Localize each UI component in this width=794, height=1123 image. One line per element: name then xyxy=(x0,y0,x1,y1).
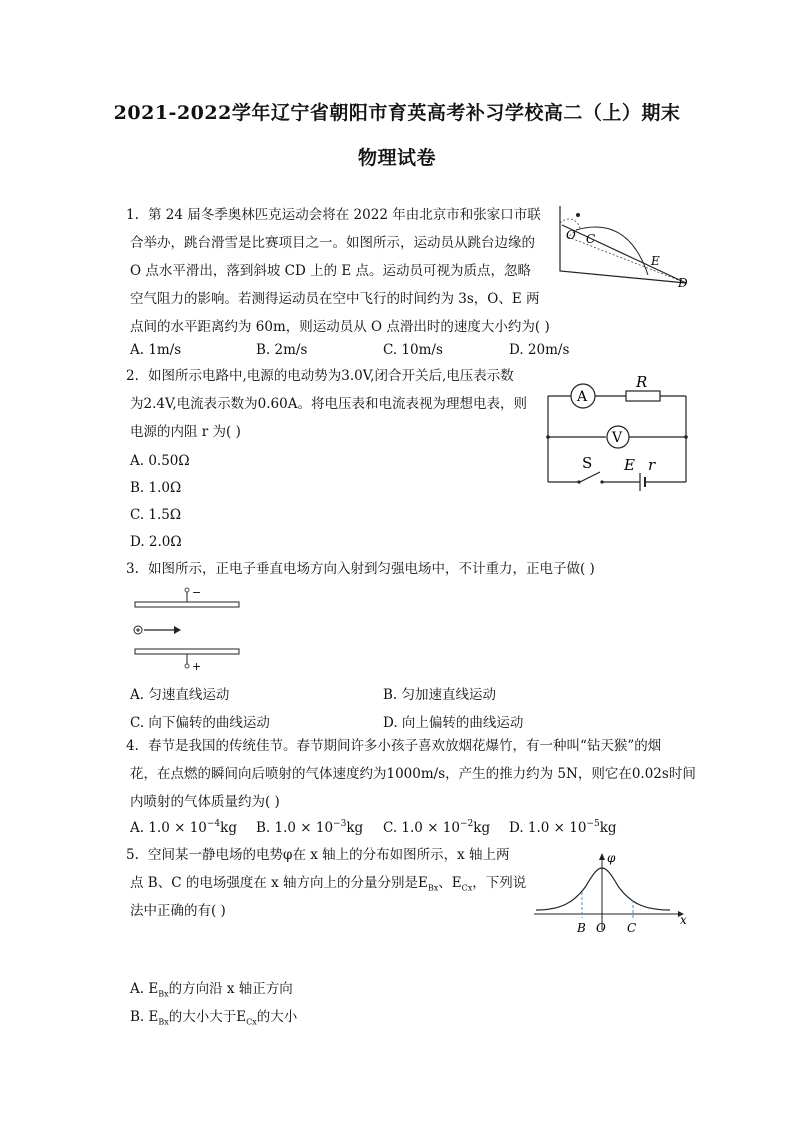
phi-axis-label: φ xyxy=(607,851,616,865)
ski-jump-figure xyxy=(548,203,698,291)
exam-title-line2: 物理试卷 xyxy=(357,147,436,169)
q2-number: 2. xyxy=(126,368,139,384)
q4-line: 内喷射的气体质量约为( ) xyxy=(130,794,280,810)
point-b-label: B xyxy=(577,921,586,935)
x-axis-label: x xyxy=(680,913,687,927)
q5-option-a[interactable]: A. $E_{Bx}$的方向沿 x 轴正方向 xyxy=(130,981,293,999)
switch-label: S xyxy=(582,454,593,472)
exam-title-line1: 2021-2022学年辽宁省朝阳市育英高考补习学校高二（上）期末 xyxy=(113,102,681,124)
q4-line: 花，在点燃的瞬间向后喷射的气体速度约为1000m/s，产生的推力约为 5N，则它在0.02s时间 xyxy=(130,766,696,782)
q1-line: O 点水平滑出，落到斜坡 CD 上的 E 点。运动员可视为质点，忽略 xyxy=(130,263,532,279)
q5-line: 空间某一静电场的电势φ在 x 轴上的分布如图所示，x 轴上两 xyxy=(148,847,510,863)
minus-terminal-label: − xyxy=(192,586,202,599)
ammeter-label: A xyxy=(577,389,588,405)
q1-option-c[interactable]: C. 10m/s xyxy=(383,342,443,358)
q3-line: 如图所示，正电子垂直电场方向入射到匀强电场中，不计重力，正电子做( ) xyxy=(148,561,595,577)
q2-line: 为2.4V,电流表示数为0.60A。将电压表和电流表视为理想电表，则 xyxy=(130,396,527,412)
potential-curve-figure xyxy=(530,848,694,936)
plus-terminal-label: + xyxy=(192,660,202,672)
q3-option-d[interactable]: D. 向上偏转的曲线运动 xyxy=(383,715,524,731)
q4-line: 春节是我国的传统佳节。春节期间许多小孩子喜欢放烟花爆竹，有一种叫“钻天猴”的烟 xyxy=(148,738,662,754)
ski-label-d: D xyxy=(678,276,688,290)
resistor-label: R xyxy=(636,373,648,391)
ski-label-c: C xyxy=(586,232,596,246)
q1-line: 点间的水平距离约为 60m，则运动员从 O 点滑出时的速度大小约为( ) xyxy=(130,319,550,335)
q5-number: 5. xyxy=(126,847,139,863)
q4-option-a[interactable]: A. $1.0 \times 10^{-4}kg$ xyxy=(130,819,237,836)
voltmeter-label: V xyxy=(612,430,623,446)
q4-option-c[interactable]: C. $1.0 \times 10^{-2}kg$ xyxy=(383,819,491,836)
q3-number: 3. xyxy=(126,561,139,577)
q5-option-b[interactable]: B. $E_{Bx}$的大小大于$E_{Cx}$的大小 xyxy=(130,1009,298,1027)
q1-option-d[interactable]: D. 20m/s xyxy=(509,342,570,358)
q3-option-c[interactable]: C. 向下偏转的曲线运动 xyxy=(130,715,270,731)
q4-option-d[interactable]: D. $1.0 \times 10^{-5}kg$ xyxy=(509,819,617,836)
q3-option-b[interactable]: B. 匀加速直线运动 xyxy=(383,687,497,703)
electric-field-figure xyxy=(130,586,245,672)
q3-option-a[interactable]: A. 匀速直线运动 xyxy=(130,687,230,703)
point-o-label: O xyxy=(596,921,606,935)
q2-line: 电源的内阻 r 为( ) xyxy=(130,424,241,440)
q2-line: 如图所示电路中,电源的电动势为3.0V,闭合开关后,电压表示数 xyxy=(148,368,514,384)
q1-line: 第 24 届冬季奥林匹克运动会将在 2022 年由北京市和张家口市联 xyxy=(148,207,541,223)
q1-line: 合举办，跳台滑雪是比赛项目之一。如图所示，运动员从跳台边缘的 xyxy=(130,235,535,251)
ski-label-e: E xyxy=(651,254,660,268)
q2-option-d[interactable]: D. 2.0Ω xyxy=(130,534,182,550)
q4-option-b[interactable]: B. $1.0 \times 10^{-3}kg$ xyxy=(256,819,364,836)
q2-option-b[interactable]: B. 1.0Ω xyxy=(130,480,182,496)
q2-option-c[interactable]: C. 1.5Ω xyxy=(130,507,182,523)
q1-option-a[interactable]: A. 1m/s xyxy=(130,342,182,358)
point-c-label: C xyxy=(627,921,637,935)
q1-option-b[interactable]: B. 2m/s xyxy=(256,342,308,358)
internal-resistance-label: r xyxy=(648,456,656,474)
q5-line: 法中正确的有( ) xyxy=(130,903,226,919)
q1-number: 1. xyxy=(126,207,139,223)
q2-option-a[interactable]: A. 0.50Ω xyxy=(130,453,190,469)
circuit-figure xyxy=(544,372,692,492)
emf-label: E xyxy=(624,456,635,474)
q4-number: 4. xyxy=(126,738,139,754)
q5-line: 点 B、C 的电场强度在 x 轴方向上的分量分别是$E_{Bx}$、$E_{Cx}$，下列说 xyxy=(130,875,527,893)
ski-label-o: O xyxy=(566,228,576,242)
q1-line: 空气阻力的影响。若测得运动员在空中飞行的时间约为 3s，O、E 两 xyxy=(130,291,540,307)
